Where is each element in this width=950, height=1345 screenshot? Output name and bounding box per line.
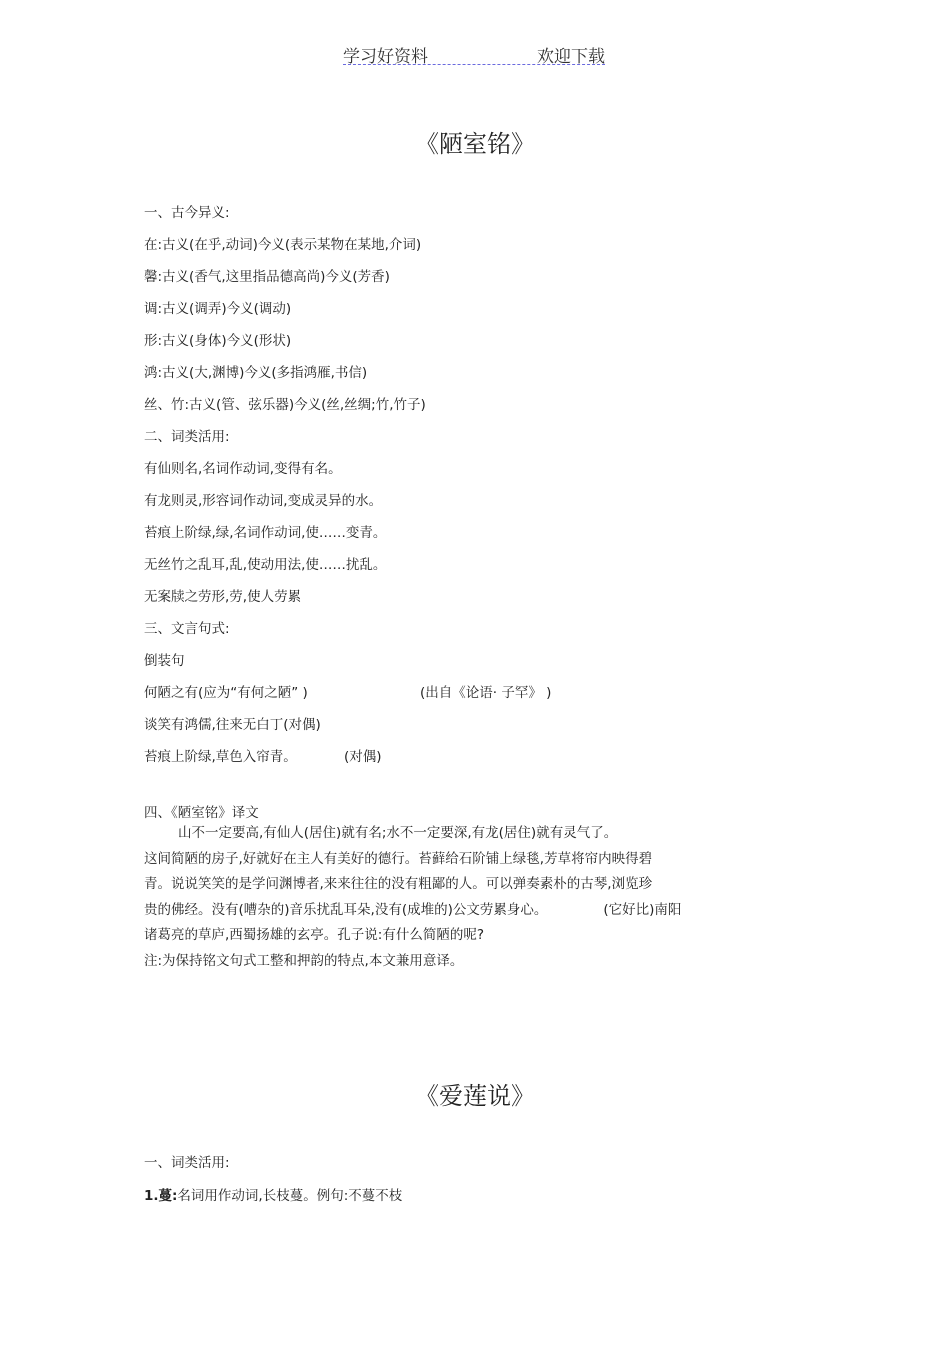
translation-line: 诸葛亮的草庐,西蜀扬雄的玄亭。孔子说:有什么简陋的呢?	[144, 927, 485, 943]
translation-line-part: (它好比)南阳	[603, 901, 682, 918]
dual-example: 谈笑有鸿儒,往来无白丁(对偶)	[144, 717, 321, 733]
text-line: 有仙则名,名词作动词,变得有名。	[144, 461, 342, 477]
section1-title: 《陋室铭》	[415, 130, 535, 158]
text-line: 有龙则灵,形容词作动词,变成灵异的水。	[144, 493, 383, 509]
text-line: 二、词类活用:	[144, 429, 230, 445]
text-line: 倒装句	[144, 653, 185, 669]
item-text: 名词用作动词,长枝蔓。例句:不蔓不枝	[177, 1188, 403, 1204]
text-line: 在:古义(在乎,动词)今义(表示某物在某地,介词)	[144, 237, 422, 253]
translation-line: 青。说说笑笑的是学问渊博者,来来往往的没有粗鄙的人。可以弹奏素朴的古琴,浏览珍	[144, 876, 653, 892]
text-line: 一、古今异义:	[144, 205, 230, 221]
dual-note: (对偶)	[344, 749, 382, 765]
translation-line: 这间简陋的房子,好就好在主人有美好的德行。苔藓给石阶铺上绿毯,芳草将帘内映得碧	[144, 850, 653, 867]
translation-note: 注:为保持铭文句式工整和押韵的特点,本文兼用意译。	[144, 952, 464, 969]
translation-line-part: 贵的佛经。没有(嘈杂的)音乐扰乱耳朵,没有(成堆的)公文劳累身心。	[144, 901, 548, 918]
section2-item	[144, 1184, 402, 1204]
text-line: 鸿:古义(大,渊博)今义(多指鸿雁,书信)	[144, 365, 368, 381]
page-header	[343, 40, 605, 65]
inverted-source: (出自《论语· 子罕》 )	[420, 685, 552, 701]
translation-paragraph	[144, 821, 824, 974]
header-right-text: 欢迎下载	[537, 47, 605, 67]
dual-example: 苔痕上阶绿,草色入帘青。	[144, 749, 297, 765]
inverted-example: 何陋之有(应为“有何之陋” )	[144, 685, 308, 701]
item-lead: 1.蔓:	[144, 1188, 178, 1204]
section2-title: 《爱莲说》	[415, 1082, 535, 1110]
translation-line	[144, 898, 824, 924]
text-line: 形:古义(身体)今义(形状)	[144, 333, 292, 349]
translation-line: 山不一定要高,有仙人(居住)就有名;水不一定要深,有龙(居住)就有灵气了。	[178, 825, 618, 841]
text-line: 苔痕上阶绿,绿,名词作动词,使……变青。	[144, 525, 387, 541]
text-line: 馨:古义(香气,这里指品德高尚)今义(芳香)	[144, 269, 390, 285]
section2-heading: 一、词类活用:	[144, 1155, 230, 1171]
translation-heading: 四、《陋室铭》译文	[144, 805, 259, 821]
text-line: 无丝竹之乱耳,乱,使动用法,使……扰乱。	[144, 557, 387, 573]
text-line: 丝、竹:古义(管、弦乐器)今义(丝,丝绸;竹,竹子)	[144, 397, 426, 413]
text-line: 无案牍之劳形,劳,使人劳累	[144, 589, 302, 605]
text-line: 调:古义(调弄)今义(调动)	[144, 301, 292, 317]
header-left-text: 学习好资料	[343, 47, 428, 67]
text-line: 三、文言句式:	[144, 621, 230, 637]
